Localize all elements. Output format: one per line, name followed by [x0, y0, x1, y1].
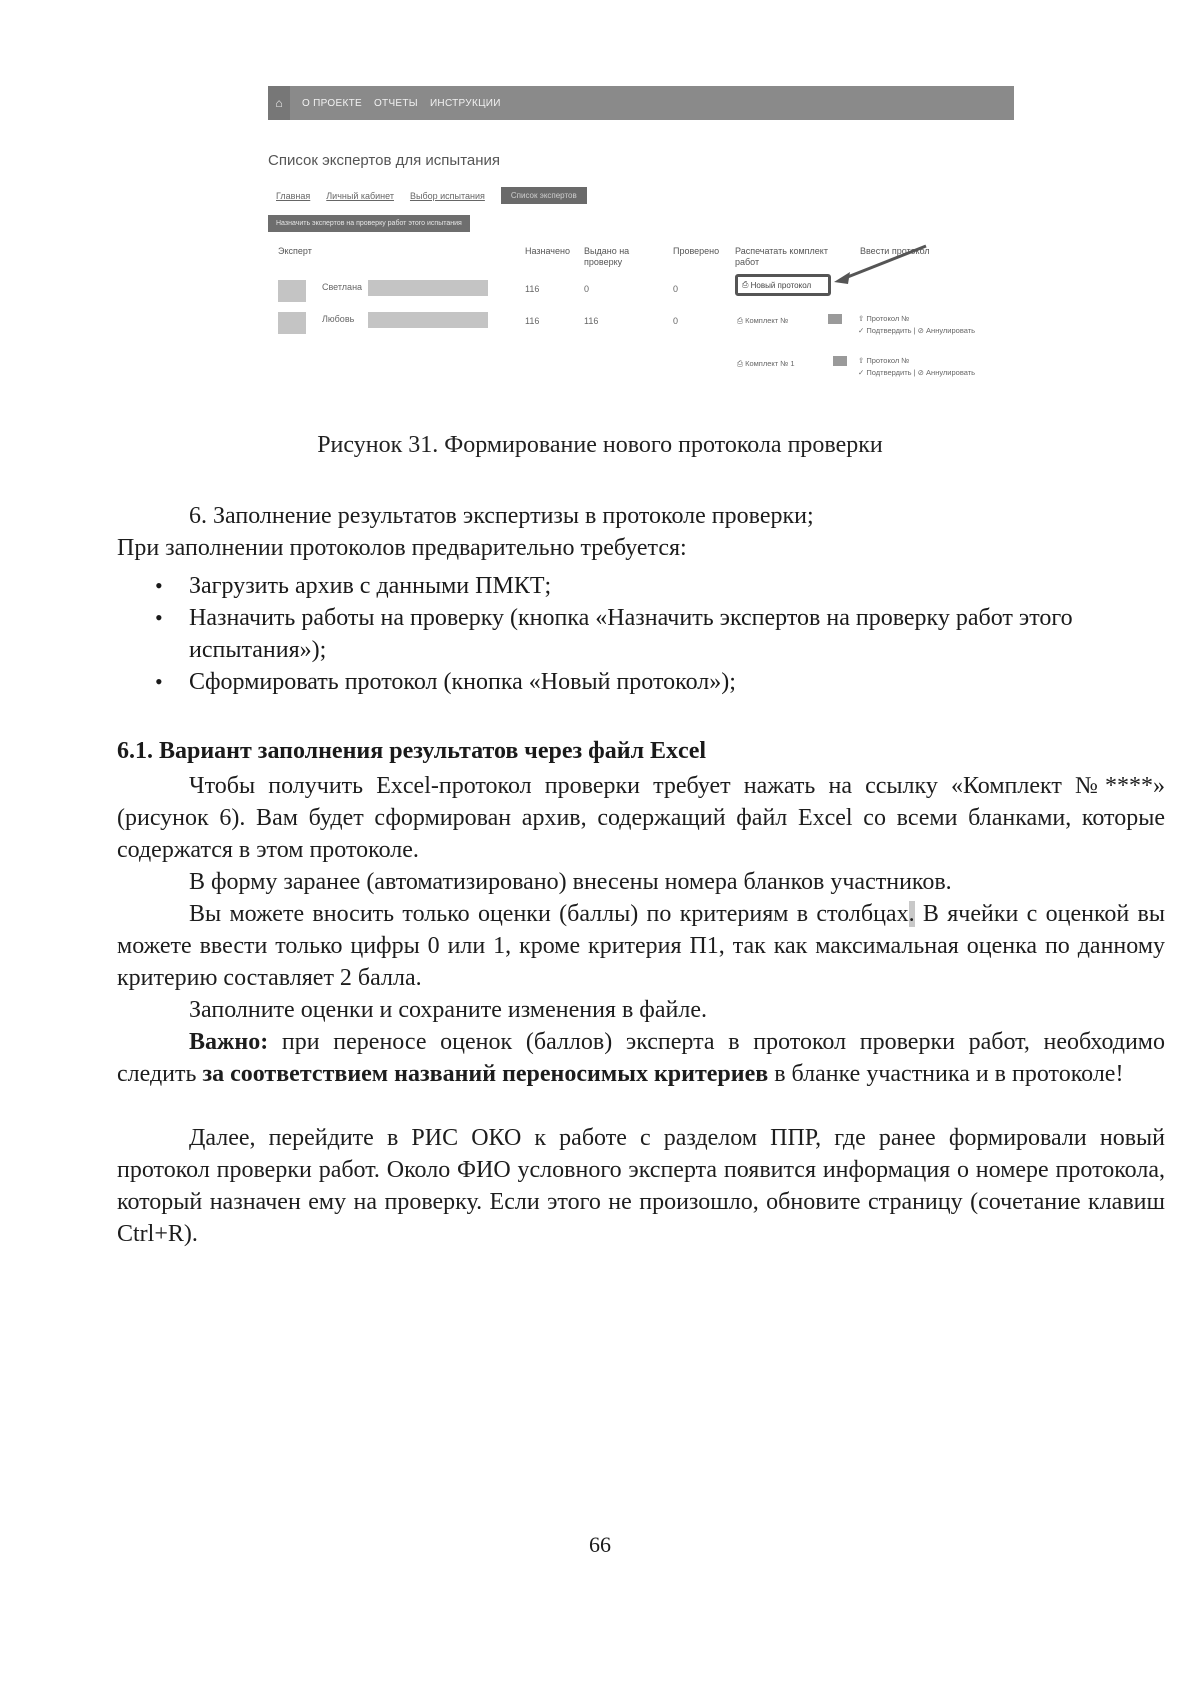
- kit-link-2[interactable]: ⎙ Комплект № 1: [737, 359, 795, 368]
- protocol-link[interactable]: ⇧ Протокол №: [858, 314, 910, 323]
- confirm-label: Подтвердить: [866, 326, 912, 335]
- print-icon: ⎙: [742, 280, 751, 289]
- list-item: • Загрузить архив с данными ПМКТ;: [117, 570, 1165, 602]
- text-span: В ячейки с оценкой вы можете ввести только цифры 0 или 1, кроме критерия П1, так как максимальная оценка по данному критерию составляет 2 балла.: [117, 901, 1165, 991]
- figure-caption: Рисунок 31. Формирование нового протокола проверки: [317, 432, 883, 458]
- bold-label: Важно:: [189, 1029, 269, 1055]
- crumb-active: Список экспертов: [501, 187, 587, 204]
- new-protocol-label: Новый протокол: [750, 280, 812, 290]
- paragraph: Чтобы получить Excel-протокол проверки требует нажать на ссылку «Комплект №****» (рисунок 6). Вам будет сформирован архив, содержащий файл Excel со всеми бланками, которые содержатся в этом протоколе.: [117, 773, 1165, 863]
- list-item: • Назначить работы на проверку (кнопка «Назначить экспертов на проверку работ этого испытания»);: [117, 602, 1165, 666]
- text-span: в бланке участника и в протоколе!: [768, 1061, 1124, 1087]
- issued-count: 0: [584, 284, 590, 294]
- cancel-label: Аннулировать: [926, 368, 976, 377]
- expert-name: Светлана: [322, 282, 363, 292]
- paragraph: Далее, перейдите в РИС ОКО к работе с разделом ППР, где ранее формировали новый протокол проверки работ. Около ФИО условного эксперта появится информация о номере протокола, который назначен ему на проверку. Если этого не произошло, обновите страницу (сочетание клавиш Ctrl+R).: [117, 1125, 1165, 1247]
- home-icon[interactable]: ⌂: [268, 86, 290, 120]
- col-print: Распечатать комплект работ: [735, 246, 828, 267]
- crumb-home[interactable]: Главная: [276, 190, 311, 201]
- protocol-link-2[interactable]: ⇧ Протокол №: [858, 356, 910, 365]
- kit-link[interactable]: ⎙ Комплект №: [737, 316, 789, 325]
- protocol-label: Протокол №: [866, 356, 910, 365]
- paragraph-important: [117, 1026, 1165, 1090]
- highlighted-dot: .: [908, 901, 915, 927]
- figure-screenshot: [268, 86, 1014, 396]
- assigned-count: 116: [525, 316, 540, 326]
- paragraph: [117, 898, 1165, 994]
- step-6: 6. Заполнение результатов экспертизы в протоколе проверки;: [189, 503, 814, 529]
- protocol-label: Протокол №: [866, 314, 910, 323]
- confirm-link-2[interactable]: ✓ Подтвердить | ⊘ Аннулировать: [858, 368, 976, 377]
- crumb-cabinet[interactable]: Личный кабинет: [326, 190, 394, 201]
- cancel-label: Аннулировать: [926, 326, 976, 335]
- assign-experts-button[interactable]: Назначить экспертов на проверку работ этого испытания: [268, 215, 470, 232]
- paragraph: Заполните оценки и сохраните изменения в файле.: [189, 997, 707, 1023]
- page-number: 66: [589, 1532, 611, 1557]
- col-expert: Эксперт: [278, 246, 312, 256]
- nav-reports[interactable]: ОТЧЕТЫ: [373, 97, 418, 109]
- confirm-link[interactable]: ✓ Подтвердить | ⊘ Аннулировать: [858, 326, 976, 335]
- assigned-count: 116: [525, 284, 540, 294]
- pointer-arrow-icon: [268, 86, 1014, 396]
- col-protocol: Ввести протокол: [860, 246, 930, 256]
- list-item: • Сформировать протокол (кнопка «Новый протокол»);: [117, 666, 1165, 698]
- checked-count: 0: [673, 284, 679, 294]
- col-issued: Выдано на проверку: [584, 246, 630, 267]
- nav-about[interactable]: О ПРОЕКТЕ: [302, 97, 362, 109]
- expert-list-title: Список экспертов для испытания: [268, 152, 501, 169]
- kit-label-2: Комплект № 1: [745, 359, 795, 368]
- kit-label: Комплект №: [745, 316, 789, 325]
- intro-text: При заполнении протоколов предварительно требуется:: [117, 535, 687, 561]
- requirements-list: [117, 570, 1165, 698]
- text-span: при переносе оценок (баллов) эксперта в протокол проверки работ, необходимо следить: [117, 1029, 1165, 1087]
- text-span: Вы можете вносить только оценки (баллы) по критериям в столбцах: [189, 901, 909, 927]
- crumb-select-test[interactable]: Выбор испытания: [409, 190, 485, 201]
- issued-count: 116: [584, 316, 599, 326]
- nav-instructions[interactable]: ИНСТРУКЦИИ: [429, 97, 501, 109]
- paragraph: В форму заранее (автоматизировано) внесены номера бланков участников.: [189, 869, 952, 895]
- expert-name: Любовь: [322, 314, 355, 324]
- confirm-label: Подтвердить: [866, 368, 912, 377]
- col-assigned: Назначено: [525, 246, 570, 256]
- bold-text: за соответствием названий переносимых критериев: [202, 1061, 769, 1087]
- col-checked: Проверено: [673, 246, 720, 256]
- section-heading: 6.1. Вариант заполнения результатов через файл Excel: [117, 738, 707, 764]
- checked-count: 0: [673, 316, 679, 326]
